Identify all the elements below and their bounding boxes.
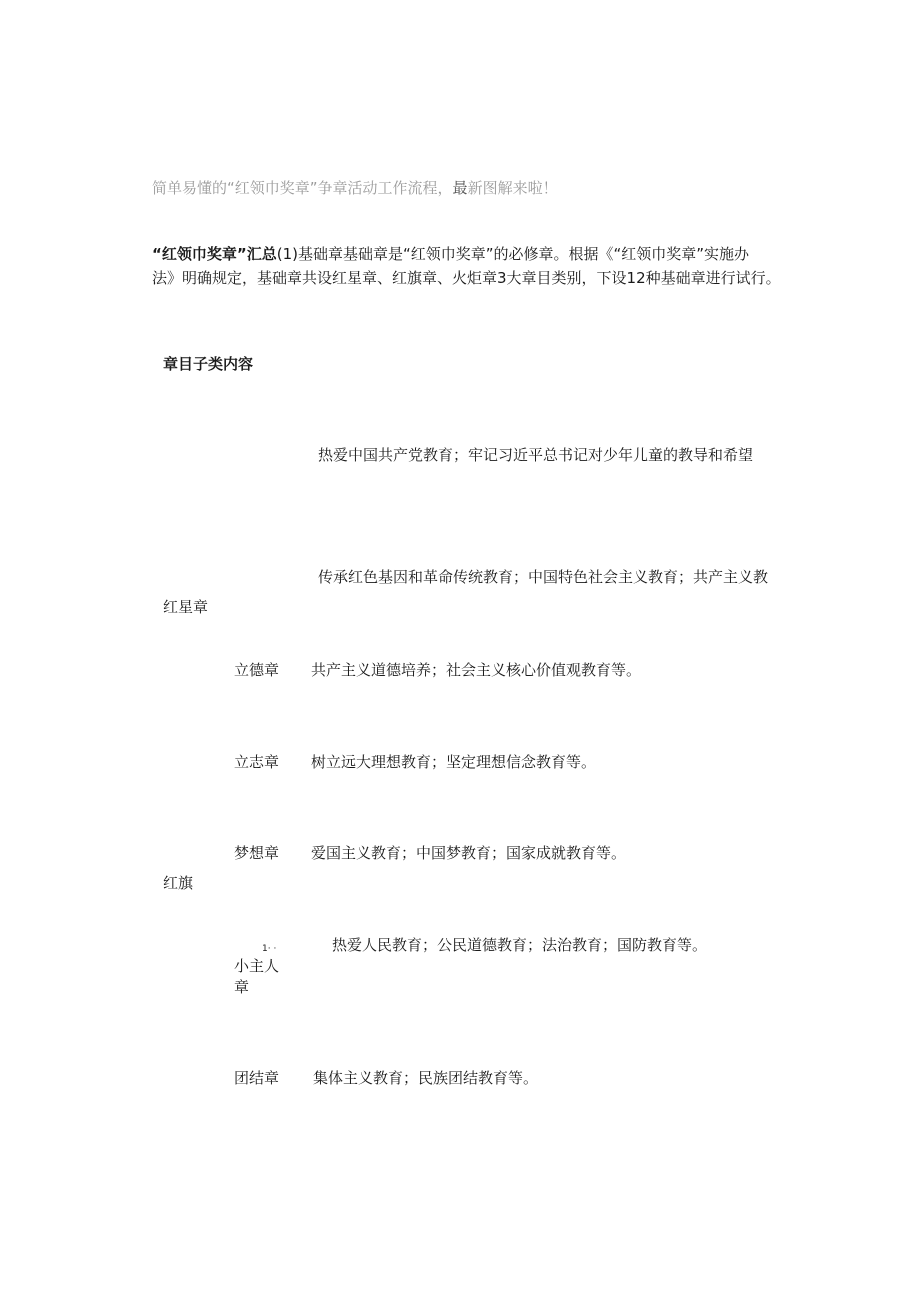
row-content-1: 热爱中国共产党教育；牢记习近平总书记对少年儿童的教导和希望 (318, 446, 754, 464)
row-badge-6-line-1: 小主人 (234, 957, 280, 975)
row-badge-5: 梦想章 (234, 844, 280, 862)
summary-line-1-rest: (1)基础章基础章是“红领巾奖章”的必修章。根据《“红领巾奖章”实施办 (276, 245, 750, 263)
row-badge-3: 立德章 (234, 661, 280, 679)
intro-line (152, 178, 558, 198)
row-content-6: 热爱人民教育；公民道德教育；法治教育；国防教育等。 (332, 936, 708, 954)
row-content-4: 树立远大理想教育；坚定理想信念教育等。 (311, 753, 597, 771)
table-header: 章目子类内容 (163, 355, 254, 373)
intro-text-dark: 最 (452, 179, 468, 197)
summary-line-1 (152, 244, 749, 264)
row-badge-6-line-2: 章 (234, 978, 250, 996)
summary-bold-prefix: “红领巾奖章”汇总 (152, 245, 277, 263)
row-badge-7: 团结章 (234, 1069, 280, 1087)
row-content-7: 集体主义教育；民族团结教育等。 (313, 1069, 539, 1087)
intro-text-gray: 简单易懂的“红领巾奖章”争章活动工作流程， (152, 179, 453, 197)
row-content-3: 共产主义道德培养；社会主义核心价值观教育等。 (311, 661, 642, 679)
row-badge-4: 立志章 (234, 753, 280, 771)
row-badge-6-mark: 1· · (262, 944, 277, 954)
row-content-2: 传承红色基因和革命传统教育；中国特色社会主义教育；共产主义教 (318, 568, 769, 586)
group-name-red-flag: 红旗 (163, 874, 194, 892)
summary-line-2: 法》明确规定，基础章共设红星章、红旗章、火炬章3大章目类别，下设12种基础章进行试行。 (152, 269, 781, 287)
intro-text-gray-2: 新图解来啦！ (467, 179, 558, 197)
row-content-5: 爱国主义教育；中国梦教育；国家成就教育等。 (311, 844, 627, 862)
group-name-red-star: 红星章 (163, 598, 209, 616)
